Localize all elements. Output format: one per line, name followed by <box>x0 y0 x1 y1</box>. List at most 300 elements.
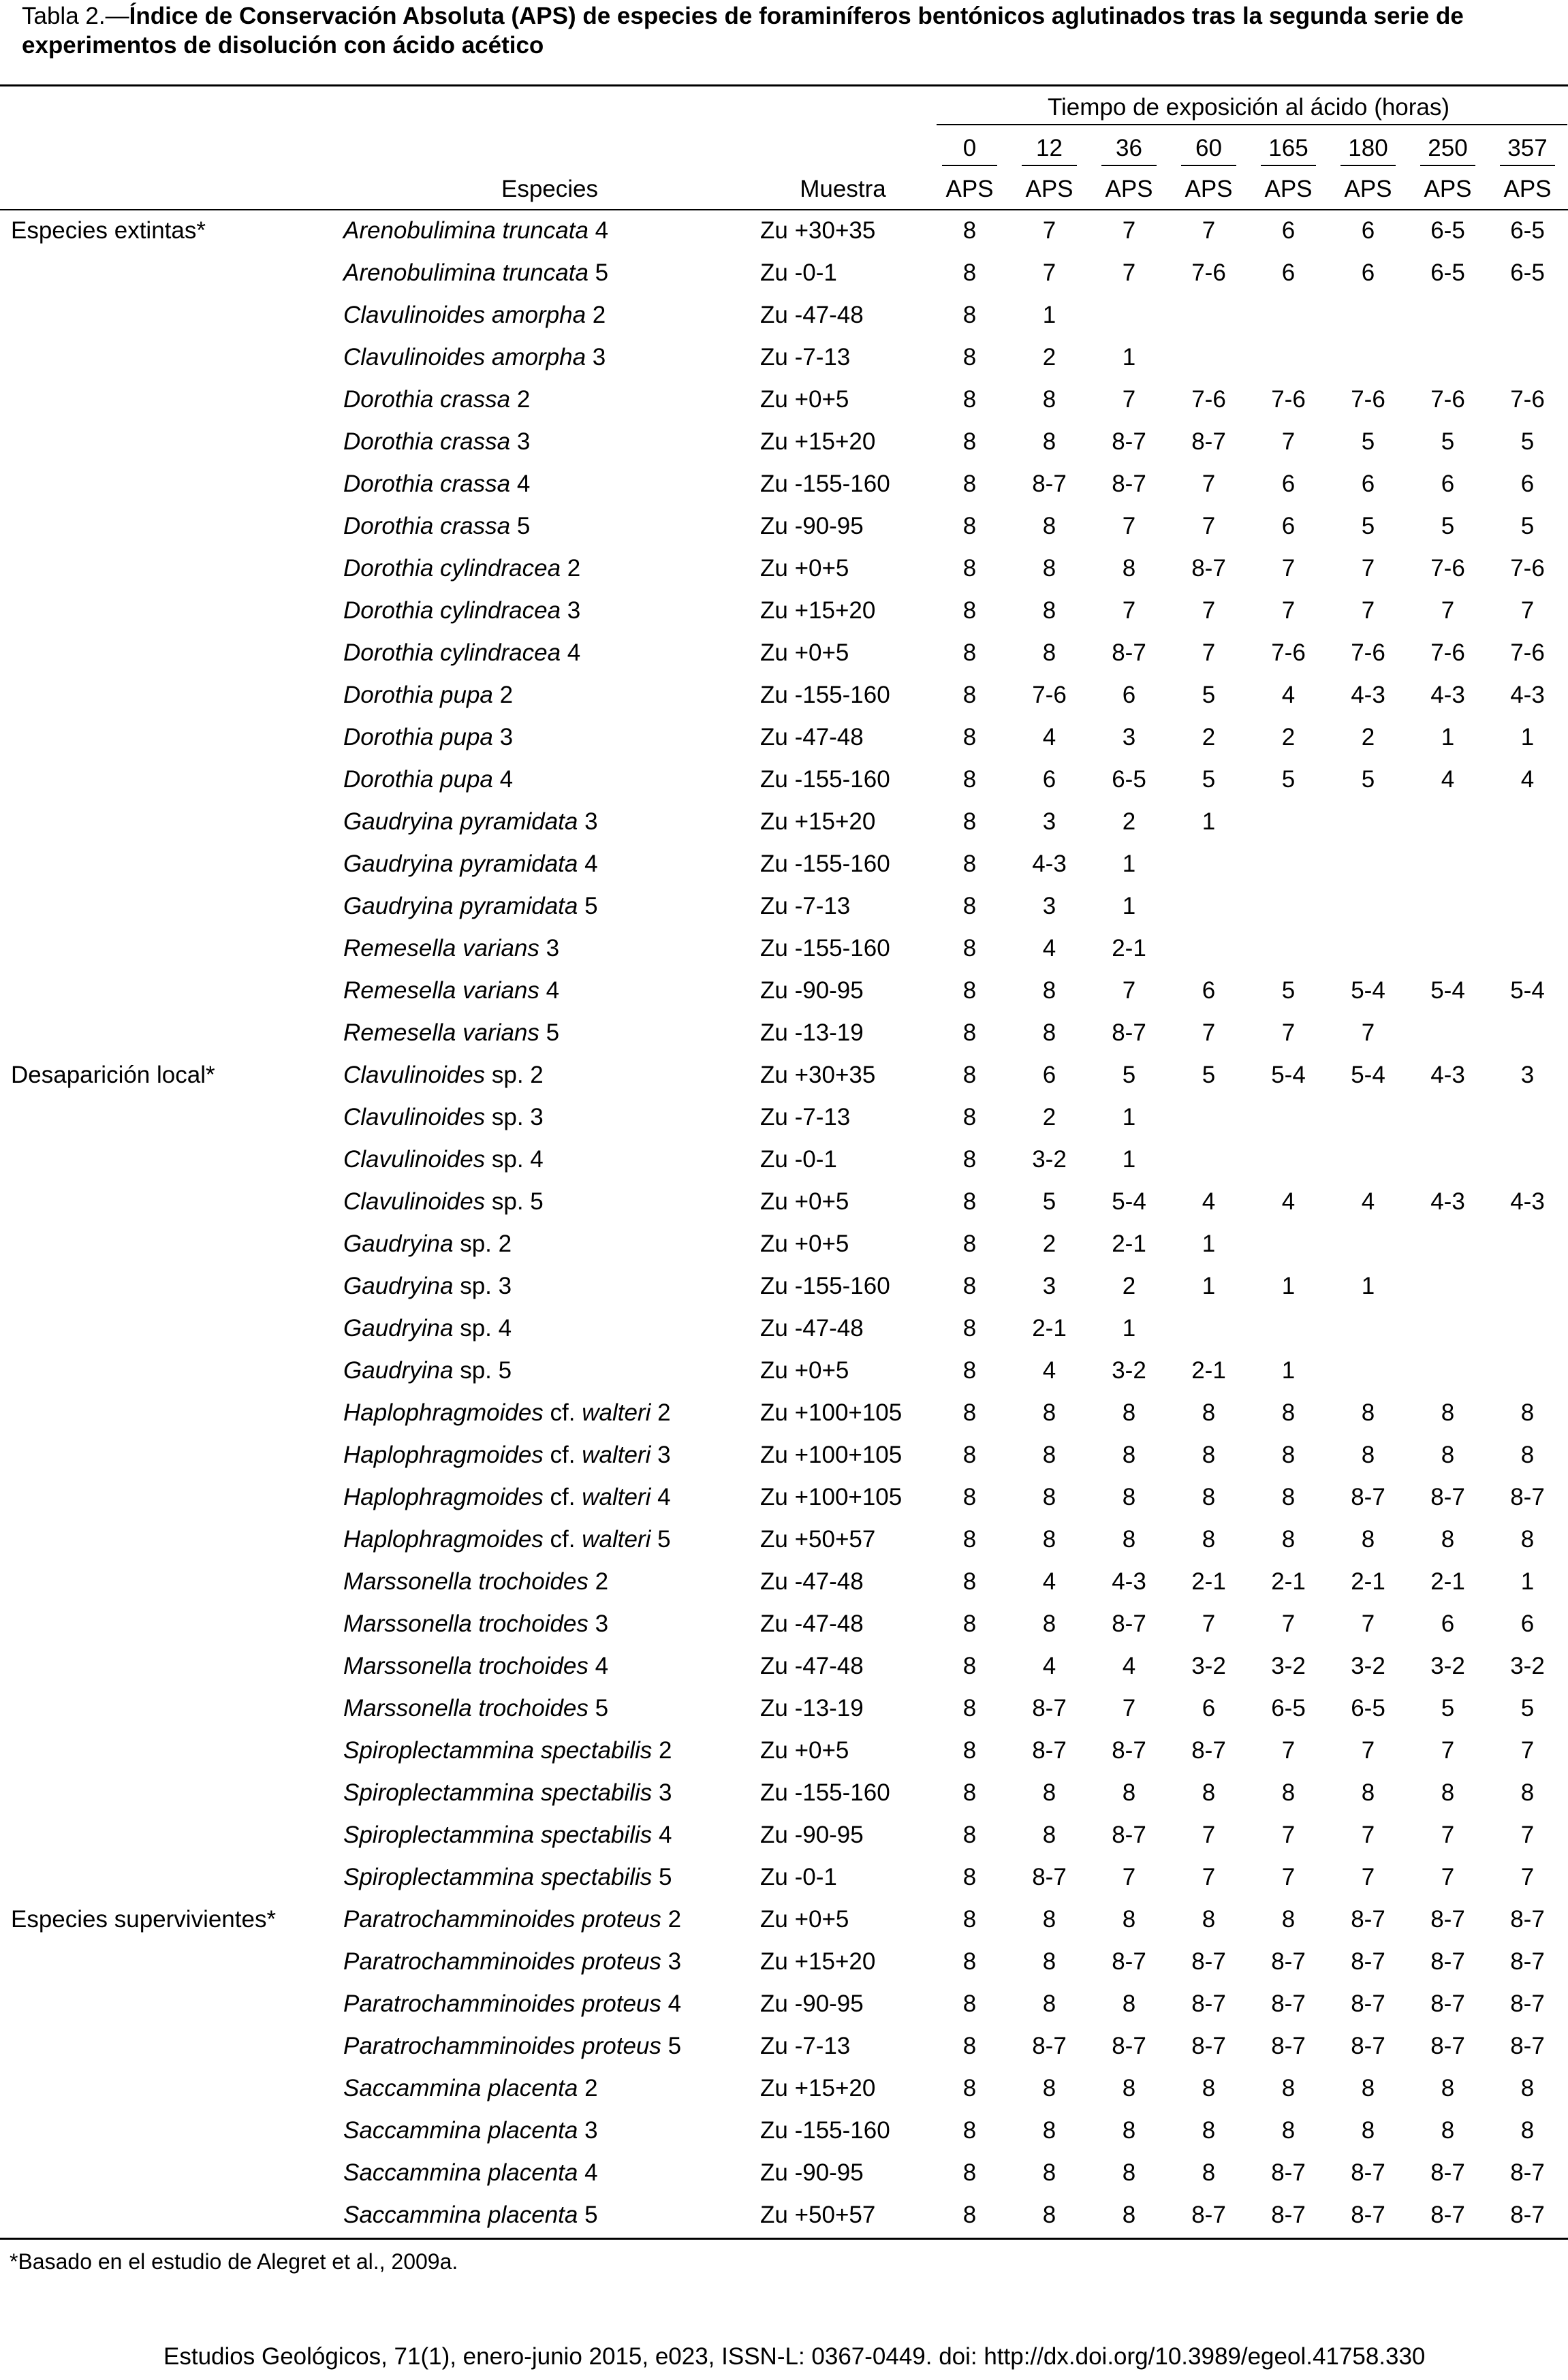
aps-value: 4 <box>1042 935 1056 962</box>
hour-header-underline <box>1181 165 1236 166</box>
group-label <box>0 759 341 801</box>
species-sample-number: 3 <box>578 2117 598 2144</box>
aps-value: 8 <box>962 1273 977 1299</box>
aps-value <box>1488 1223 1567 1265</box>
aps-value: 8 <box>1122 2159 1136 2186</box>
aps-value: 4-3 <box>1430 682 1465 708</box>
aps-value: 7-6 <box>1510 555 1545 582</box>
aps-value: 8 <box>1361 1399 1375 1426</box>
aps-value: 7 <box>1122 259 1136 286</box>
aps-value: 8-7 <box>1112 1019 1146 1046</box>
aps-value: 8 <box>962 1484 977 1510</box>
aps-value: 8 <box>1281 1906 1296 1933</box>
species-genus: Dorothia pupa <box>343 766 493 793</box>
sample-cell: Zu -155-160 <box>760 851 890 877</box>
aps-value: 4-3 <box>1430 1062 1465 1088</box>
exposure-time-header <box>930 87 1567 128</box>
group-label <box>0 252 341 294</box>
aps-value <box>1408 885 1488 927</box>
table-row <box>0 463 1567 505</box>
species-genus: Gaudryina pyramidata <box>343 808 578 835</box>
aps-value <box>1408 1265 1488 1307</box>
species-genus: Gaudryina <box>343 1315 454 1342</box>
group-label <box>0 1434 341 1476</box>
aps-value: 4 <box>1042 1568 1056 1595</box>
group-label <box>0 379 341 421</box>
aps-value: 8 <box>1202 1399 1216 1426</box>
aps-value: 8-7 <box>1271 2202 1306 2228</box>
aps-value: 8 <box>1042 977 1056 1004</box>
table-row <box>0 1772 1567 1814</box>
aps-table <box>0 87 1567 2236</box>
hour-header-text: 165 <box>1268 135 1308 161</box>
aps-value: 7 <box>1202 1019 1216 1046</box>
aps-value <box>1488 801 1567 843</box>
aps-value: 8 <box>962 682 977 708</box>
aps-value: 2 <box>1042 344 1056 370</box>
aps-value: 8 <box>962 344 977 370</box>
aps-value: 8 <box>1042 513 1056 539</box>
table-row <box>0 1434 1567 1476</box>
aps-value: 5-4 <box>1351 1062 1385 1088</box>
species-name <box>341 1772 756 1814</box>
group-label <box>0 970 341 1012</box>
aps-value: 8-7 <box>1032 1695 1067 1721</box>
aps-value <box>1328 885 1408 927</box>
aps-value: 7 <box>1202 597 1216 624</box>
group-label <box>0 927 341 970</box>
hour-header-text: 60 <box>1195 135 1222 161</box>
aps-value: 8 <box>1042 639 1056 666</box>
aps-value: 1 <box>1122 893 1136 919</box>
aps-value: 8 <box>1520 2075 1535 2101</box>
aps-value: 7 <box>1520 1737 1535 1764</box>
aps-value: 3 <box>1122 724 1136 750</box>
aps-value <box>1408 801 1488 843</box>
aps-value: 8-7 <box>1191 428 1226 455</box>
aps-value: 8 <box>1122 1906 1136 1933</box>
aps-value <box>1169 294 1249 336</box>
aps-value <box>1169 1139 1249 1181</box>
aps-value: 8-7 <box>1032 1864 1067 1890</box>
aps-value <box>1328 1223 1408 1265</box>
sample-cell: Zu -47-48 <box>760 1315 864 1342</box>
aps-value: 7-6 <box>1351 639 1385 666</box>
group-label <box>0 1265 341 1307</box>
aps-value: 7-6 <box>1271 639 1306 666</box>
sample-cell: Zu -90-95 <box>760 977 864 1004</box>
aps-value <box>1488 1350 1567 1392</box>
aps-value: 7 <box>1202 217 1216 244</box>
aps-value: 8 <box>1122 2202 1136 2228</box>
aps-value: 7 <box>1520 1822 1535 1848</box>
header-row-columns <box>0 169 1567 210</box>
species-epithet: walteri <box>582 1526 651 1553</box>
species-sample-number: 2 <box>510 386 531 413</box>
aps-value: 8-7 <box>1351 2202 1385 2228</box>
aps-column-header: APS <box>1264 176 1313 202</box>
species-sample-number: 4 <box>578 2159 598 2186</box>
species-name <box>341 632 756 674</box>
aps-value: 8 <box>1042 1484 1056 1510</box>
sample-cell: Zu +50+57 <box>760 1526 876 1553</box>
species-name <box>341 1392 756 1434</box>
table-row <box>0 548 1567 590</box>
hour-header-underline <box>942 165 997 166</box>
table-footnote: *Basado en el estudio de Alegret et al., 2009a. <box>10 2249 458 2274</box>
aps-value: 8-7 <box>1112 1822 1146 1848</box>
aps-value <box>1328 1096 1408 1139</box>
aps-value: 8-7 <box>1510 1948 1545 1975</box>
aps-value: 7-6 <box>1510 639 1545 666</box>
aps-value: 8-7 <box>1112 1611 1146 1637</box>
aps-value: 5 <box>1281 977 1296 1004</box>
table-row <box>0 1899 1567 1941</box>
aps-value: 7-6 <box>1430 386 1465 413</box>
species-genus: Dorothia cylindracea <box>343 555 561 582</box>
species-genus: Gaudryina <box>343 1231 454 1257</box>
aps-value: 6 <box>1361 217 1375 244</box>
aps-value: 7-6 <box>1430 555 1465 582</box>
sample-cell: Zu -7-13 <box>760 1104 851 1130</box>
sample-cell: Zu -0-1 <box>760 259 837 286</box>
table-row <box>0 1561 1567 1603</box>
aps-value: 7 <box>1281 428 1296 455</box>
aps-value: 6 <box>1281 471 1296 497</box>
aps-value: 8 <box>1042 1399 1056 1426</box>
group-label: Especies supervivientes* <box>11 1906 277 1933</box>
aps-value: 2 <box>1042 1104 1056 1130</box>
species-sample-number: 3 <box>652 1779 672 1806</box>
species-genus: Dorothia crassa <box>343 513 511 539</box>
species-sample-number: sp. 2 <box>453 1231 512 1257</box>
aps-value: 8-7 <box>1271 2033 1306 2059</box>
aps-value: 5-4 <box>1510 977 1545 1004</box>
aps-value: 5-4 <box>1271 1062 1306 1088</box>
species-genus: Saccammina placenta <box>343 2159 578 2186</box>
aps-value: 4-3 <box>1351 682 1385 708</box>
species-genus: Dorothia pupa <box>343 682 493 708</box>
species-sample-number: 4 <box>561 639 581 666</box>
species-sample-number: 4 <box>578 851 598 877</box>
aps-value: 5 <box>1441 513 1455 539</box>
species-name <box>341 2152 756 2194</box>
species-sample-number: 5 <box>661 2033 682 2059</box>
aps-value: 8 <box>962 1737 977 1764</box>
species-sample-number: 5 <box>650 1526 671 1553</box>
aps-value <box>1328 801 1408 843</box>
aps-value: 7 <box>1122 513 1136 539</box>
aps-value: 8-7 <box>1112 2033 1146 2059</box>
aps-value: 8 <box>962 1526 977 1553</box>
aps-value: 6 <box>1281 217 1296 244</box>
header-row-span <box>0 87 1567 128</box>
table-row <box>0 716 1567 759</box>
species-name <box>341 1096 756 1139</box>
aps-value: 3-2 <box>1032 1146 1067 1173</box>
aps-value: 8 <box>962 1948 977 1975</box>
hour-header-text: 250 <box>1428 135 1468 161</box>
species-sample-number: 3 <box>650 1442 671 1468</box>
species-name <box>341 1603 756 1645</box>
aps-value: 2-1 <box>1271 1568 1306 1595</box>
aps-value: 7 <box>1281 597 1296 624</box>
aps-value: 7-6 <box>1191 386 1226 413</box>
aps-value <box>1408 1096 1488 1139</box>
species-genus: Clavulinoides amorpha <box>343 344 586 370</box>
aps-value: 8 <box>1361 2117 1375 2144</box>
aps-value: 8 <box>962 1695 977 1721</box>
sample-cell: Zu -155-160 <box>760 682 890 708</box>
species-genus: Spiroplectammina spectabilis <box>343 1737 653 1764</box>
species-name <box>341 210 756 252</box>
species-sample-number: 5 <box>578 893 598 919</box>
species-genus: Clavulinoides <box>343 1104 486 1130</box>
species-sample-number: sp. 4 <box>485 1146 544 1173</box>
aps-value: 7 <box>1202 1864 1216 1890</box>
species-genus: Clavulinoides <box>343 1146 486 1173</box>
sample-cell: Zu -13-19 <box>760 1695 864 1721</box>
aps-column-header: APS <box>1344 176 1392 202</box>
species-name <box>341 1645 756 1687</box>
aps-value: 8 <box>1361 1779 1375 1806</box>
hour-header-text: 180 <box>1348 135 1388 161</box>
aps-value: 1 <box>1202 808 1216 835</box>
aps-value <box>1328 336 1408 379</box>
species-sample-number: 3 <box>588 1611 609 1637</box>
group-label <box>0 294 341 336</box>
species-genus: Spiroplectammina spectabilis <box>343 1864 653 1890</box>
aps-value: 8 <box>962 1906 977 1933</box>
species-sample-number: sp. 3 <box>453 1273 512 1299</box>
species-name <box>341 1899 756 1941</box>
species-sample-number: sp. 3 <box>485 1104 544 1130</box>
aps-value: 8 <box>962 808 977 835</box>
group-label <box>0 1603 341 1645</box>
aps-value <box>1408 843 1488 885</box>
species-qualifier: cf. <box>543 1526 582 1553</box>
aps-value <box>1488 927 1567 970</box>
aps-value: 8 <box>1281 2117 1296 2144</box>
species-genus: Arenobulimina truncata <box>343 259 589 286</box>
aps-value: 7 <box>1281 1611 1296 1637</box>
aps-value: 8 <box>962 766 977 793</box>
species-name <box>341 1307 756 1350</box>
aps-value: 8 <box>962 1653 977 1679</box>
aps-value: 8-7 <box>1191 2202 1226 2228</box>
sample-cell: Zu -90-95 <box>760 513 864 539</box>
hour-header <box>1169 128 1249 169</box>
aps-value: 8 <box>1122 1484 1136 1510</box>
aps-value: 8 <box>1122 1990 1136 2017</box>
table-top-rule <box>0 84 1568 86</box>
aps-value: 1 <box>1520 1568 1535 1595</box>
aps-value <box>1249 801 1328 843</box>
aps-value <box>1408 1139 1488 1181</box>
table-row <box>0 1941 1567 1983</box>
aps-value <box>1249 1139 1328 1181</box>
species-name <box>341 1856 756 1899</box>
aps-value: 1 <box>1122 1315 1136 1342</box>
table-row <box>0 885 1567 927</box>
caption-prefix: Tabla 2.— <box>22 3 129 29</box>
table-row <box>0 1012 1567 1054</box>
species-name <box>341 505 756 548</box>
aps-value: 8-7 <box>1112 1737 1146 1764</box>
species-sample-number: sp. 5 <box>453 1357 512 1384</box>
species-genus: Gaudryina <box>343 1273 454 1299</box>
aps-value <box>1328 1307 1408 1350</box>
aps-value: 8-7 <box>1351 2033 1385 2059</box>
aps-value: 8-7 <box>1510 2159 1545 2186</box>
aps-value: 2-1 <box>1351 1568 1385 1595</box>
aps-value: 8 <box>1520 1779 1535 1806</box>
group-label <box>0 2152 341 2194</box>
hour-header-underline <box>1261 165 1316 166</box>
aps-value: 8-7 <box>1430 2033 1465 2059</box>
aps-value: 4-3 <box>1112 1568 1146 1595</box>
aps-value: 7-6 <box>1271 386 1306 413</box>
aps-value: 8 <box>1122 1399 1136 1426</box>
aps-value: 4-3 <box>1430 1188 1465 1215</box>
aps-value: 8 <box>962 893 977 919</box>
species-name <box>341 590 756 632</box>
table-row <box>0 1054 1567 1096</box>
aps-value: 8-7 <box>1032 2033 1067 2059</box>
sample-cell: Zu -47-48 <box>760 1611 864 1637</box>
aps-value: 1 <box>1122 344 1136 370</box>
aps-value: 8 <box>1520 1442 1535 1468</box>
aps-value: 8 <box>1042 1442 1056 1468</box>
species-sample-number: 5 <box>578 2202 598 2228</box>
aps-value <box>1249 1307 1328 1350</box>
aps-value: 8 <box>962 1779 977 1806</box>
aps-value: 2-1 <box>1430 1568 1465 1595</box>
aps-value: 8 <box>1520 2117 1535 2144</box>
species-sample-number: 2 <box>492 682 514 708</box>
aps-value: 6 <box>1042 1062 1056 1088</box>
sample-cell: Zu +15+20 <box>760 2075 876 2101</box>
table-row <box>0 379 1567 421</box>
aps-value: 8-7 <box>1510 1906 1545 1933</box>
sample-cell: Zu -0-1 <box>760 1864 837 1890</box>
sample-cell: Zu -7-13 <box>760 2033 851 2059</box>
species-name <box>341 1012 756 1054</box>
table-row <box>0 1687 1567 1730</box>
aps-value: 7 <box>1520 1864 1535 1890</box>
group-label <box>0 336 341 379</box>
header-row-hours <box>0 128 1567 169</box>
aps-value: 8 <box>1202 1779 1216 1806</box>
sample-cell: Zu -90-95 <box>760 1822 864 1848</box>
aps-value: 8-7 <box>1032 1737 1067 1764</box>
aps-value: 5 <box>1520 1695 1535 1721</box>
species-name <box>341 927 756 970</box>
table-row <box>0 2025 1567 2067</box>
aps-value: 7 <box>1202 639 1216 666</box>
aps-value: 6 <box>1042 766 1056 793</box>
species-sample-number: 3 <box>578 808 598 835</box>
aps-value: 4 <box>1441 766 1455 793</box>
aps-value: 8-7 <box>1351 2159 1385 2186</box>
species-column-header: Especies <box>501 176 599 202</box>
aps-value <box>1408 1012 1488 1054</box>
aps-value: 5 <box>1202 766 1216 793</box>
species-genus: Marssonella trochoides <box>343 1695 589 1721</box>
aps-value: 4 <box>1281 1188 1296 1215</box>
aps-value: 6-5 <box>1510 217 1545 244</box>
table-row <box>0 1519 1567 1561</box>
hour-header <box>1009 128 1089 169</box>
sample-cell: Zu +15+20 <box>760 428 876 455</box>
hour-header <box>930 128 1009 169</box>
aps-value: 8-7 <box>1191 2033 1226 2059</box>
hour-header-underline <box>1022 165 1077 166</box>
table-row <box>0 1856 1567 1899</box>
species-name <box>341 379 756 421</box>
aps-value: 5 <box>1441 1695 1455 1721</box>
aps-value: 8 <box>962 428 977 455</box>
sample-cell: Zu -155-160 <box>760 935 890 962</box>
sample-cell: Zu -47-48 <box>760 1568 864 1595</box>
aps-value: 6 <box>1361 259 1375 286</box>
species-genus: Paratrochamminoides proteus <box>343 1990 661 2017</box>
data-table-wrapper <box>0 87 1568 2236</box>
aps-value: 2 <box>1042 1231 1056 1257</box>
aps-column-header: APS <box>945 176 994 202</box>
aps-value: 8 <box>1441 1442 1455 1468</box>
group-label <box>0 1476 341 1519</box>
aps-value: 6 <box>1520 1611 1535 1637</box>
species-sample-number: 5 <box>652 1864 672 1890</box>
species-name <box>341 1561 756 1603</box>
species-sample-number: 4 <box>588 1653 609 1679</box>
table-bottom-rule <box>0 2238 1568 2240</box>
aps-value: 4 <box>1122 1653 1136 1679</box>
group-label <box>0 505 341 548</box>
aps-value: 5 <box>1361 766 1375 793</box>
aps-value: 8-7 <box>1271 1990 1306 2017</box>
aps-value: 7 <box>1441 1864 1455 1890</box>
aps-value: 2 <box>1122 1273 1136 1299</box>
sample-cell: Zu -7-13 <box>760 344 851 370</box>
aps-value: 8 <box>962 513 977 539</box>
aps-value: 8 <box>962 2075 977 2101</box>
aps-value <box>1169 1307 1249 1350</box>
aps-value: 1 <box>1361 1273 1375 1299</box>
aps-value <box>1488 1096 1567 1139</box>
aps-value: 7 <box>1281 1737 1296 1764</box>
species-name <box>341 294 756 336</box>
aps-value: 8 <box>962 597 977 624</box>
aps-value: 7 <box>1441 597 1455 624</box>
species-genus: Remesella varians <box>343 935 539 962</box>
species-sample-number: 5 <box>588 259 609 286</box>
aps-value: 8-7 <box>1430 1906 1465 1933</box>
table-row <box>0 1265 1567 1307</box>
aps-value: 8-7 <box>1430 1484 1465 1510</box>
aps-value <box>1169 843 1249 885</box>
species-sample-number: 3 <box>586 344 606 370</box>
aps-value: 1 <box>1122 1104 1136 1130</box>
species-genus: Clavulinoides amorpha <box>343 302 586 328</box>
table-caption <box>22 1 1541 60</box>
group-label <box>0 1645 341 1687</box>
aps-value: 7-6 <box>1510 386 1545 413</box>
sample-cell: Zu -0-1 <box>760 1146 837 1173</box>
group-label <box>0 1139 341 1181</box>
group-label <box>0 590 341 632</box>
